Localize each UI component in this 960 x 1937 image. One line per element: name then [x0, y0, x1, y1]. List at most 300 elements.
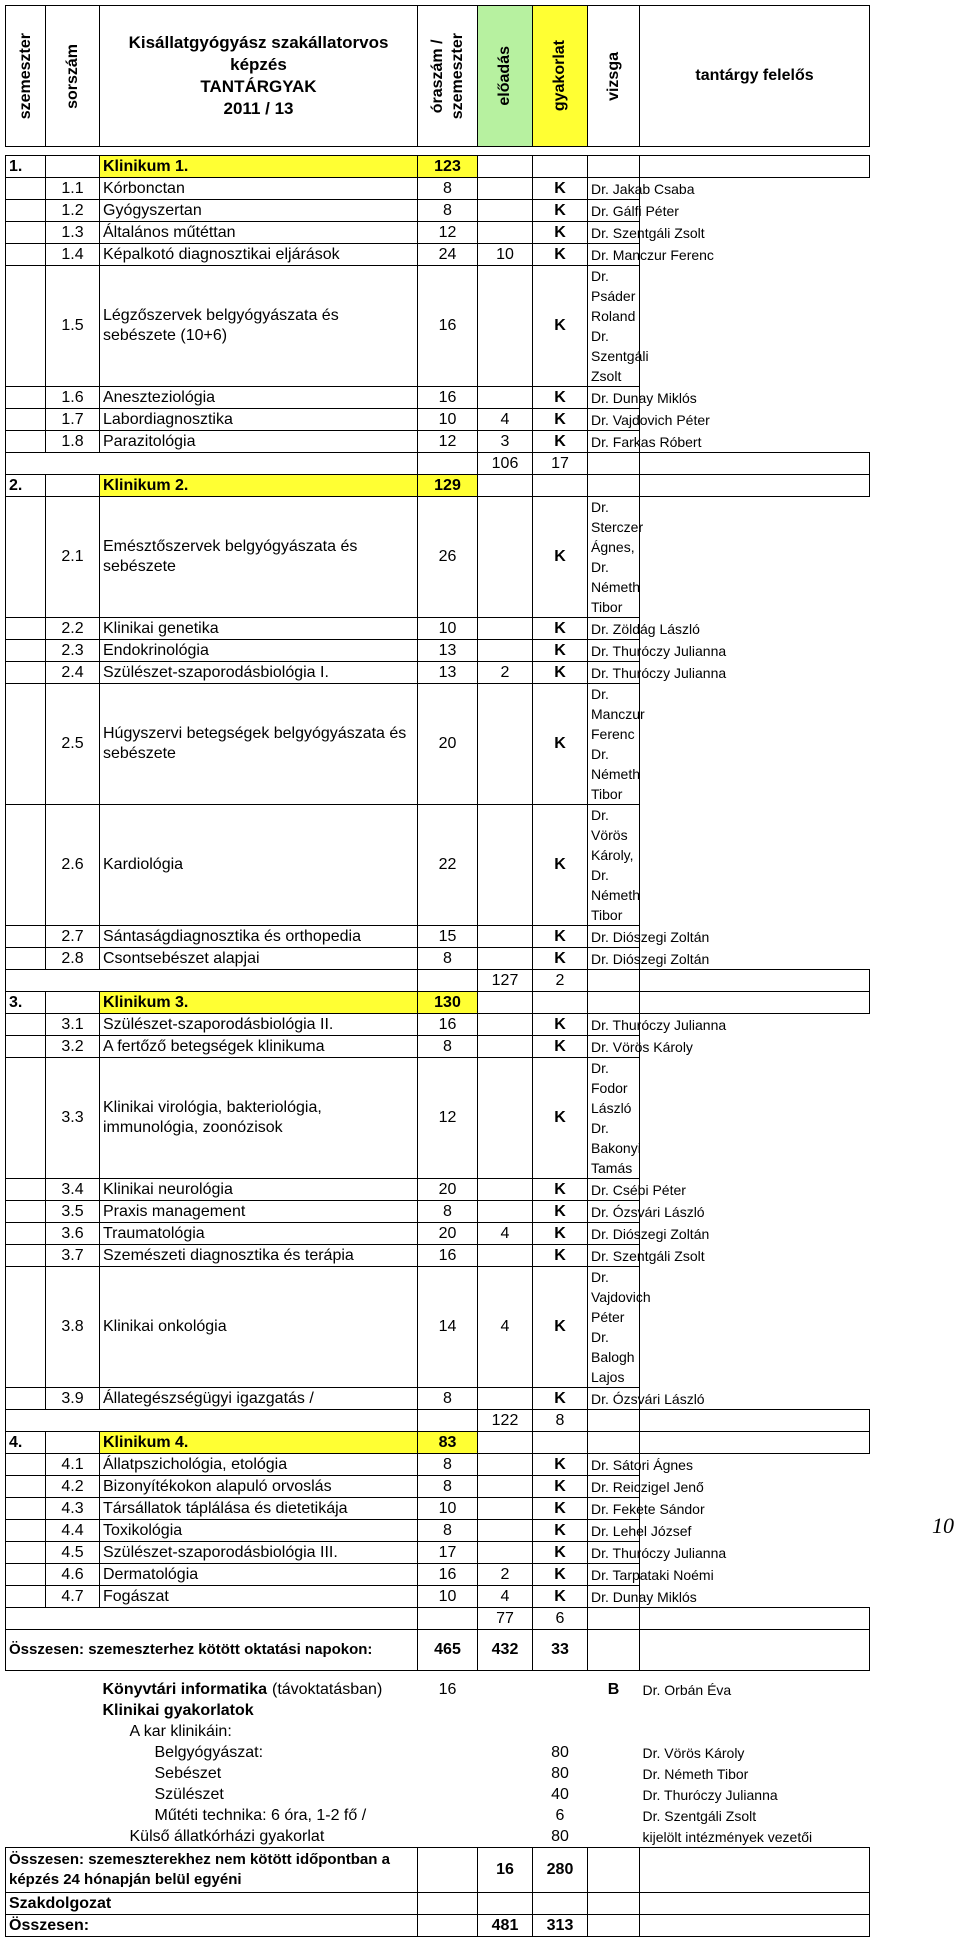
subject-responsible: Dr. Sátori Ágnes: [588, 1454, 640, 1476]
subject-number: 2.4: [46, 662, 100, 684]
subject-number: 1.2: [46, 200, 100, 222]
subject-name: Gyógyszertan: [100, 200, 418, 222]
table-cell: [6, 1058, 46, 1179]
table-cell: [6, 1036, 46, 1058]
subject-number: 4.3: [46, 1498, 100, 1520]
table-cell: [6, 684, 46, 805]
subject-responsible: Dr. Manczur Ferenc Dr. Németh Tibor: [588, 684, 640, 805]
subject-number: 3.7: [46, 1245, 100, 1267]
table-cell: [588, 1763, 640, 1784]
subject-responsible: Dr. Szentgáli Zsolt: [588, 1245, 640, 1267]
subject-name: Bizonyítékokon alapuló orvoslás: [100, 1476, 418, 1498]
subject-number: 2.1: [46, 497, 100, 618]
table-cell: [588, 156, 640, 178]
subject-practice-hours: [478, 1542, 533, 1564]
subject-row: [6, 200, 870, 222]
subject-responsible: Dr. Csébi Péter: [588, 1179, 640, 1201]
table-cell: [46, 1805, 100, 1826]
table-cell: [46, 992, 100, 1014]
table-cell: [6, 1014, 46, 1036]
semester-number: 1.: [6, 156, 46, 178]
subject-lecture-hours: 16: [418, 1245, 478, 1267]
subject-number: 2.2: [46, 618, 100, 640]
table-cell: [418, 1915, 478, 1937]
subject-practice-hours: [478, 387, 533, 409]
table-cell: [6, 1564, 46, 1586]
section-sum-row: [6, 970, 870, 992]
subject-row: [6, 1014, 870, 1036]
subject-practice-hours: [478, 618, 533, 640]
subject-practice-hours: 10: [478, 244, 533, 266]
curriculum-table: [5, 5, 870, 1937]
subject-name: Parazitológia: [100, 431, 418, 453]
table-cell: [588, 992, 640, 1014]
table-cell: [640, 156, 870, 178]
non-semester-total-row: [6, 1848, 870, 1893]
subject-lecture-hours: 16: [418, 387, 478, 409]
subject-lecture-hours: 10: [418, 618, 478, 640]
table-cell: [46, 475, 100, 497]
subject-responsible: Dr. Tarpataki Noémi: [588, 1564, 640, 1586]
subject-exam: K: [533, 178, 588, 200]
table-cell: [418, 1742, 478, 1763]
subject-exam: K: [533, 387, 588, 409]
thesis-row: [6, 1893, 870, 1915]
subject-row: [6, 1245, 870, 1267]
subject-responsible: Dr. Diószegi Zoltán: [588, 926, 640, 948]
subject-practice-hours: 2: [478, 1564, 533, 1586]
table-cell: [418, 1763, 478, 1784]
section-hours: 129: [418, 475, 478, 497]
table-cell: [588, 1432, 640, 1454]
table-cell: [46, 1700, 100, 1721]
table-cell: [6, 244, 46, 266]
clinic-responsible: Dr. Vörös Károly: [642, 1744, 745, 1761]
subject-name: Dermatológia: [100, 1564, 418, 1586]
table-cell: [6, 1245, 46, 1267]
subject-exam: K: [533, 431, 588, 453]
table-cell: [640, 453, 870, 475]
table-cell: [46, 1432, 100, 1454]
section-hours: 83: [418, 1432, 478, 1454]
non-semester-total-practice: 280: [533, 1848, 588, 1893]
subject-lecture-hours: 8: [418, 178, 478, 200]
semester-total-lecture: 432: [478, 1630, 533, 1671]
subject-practice-hours: [478, 926, 533, 948]
subject-exam: K: [533, 244, 588, 266]
subject-exam: K: [533, 948, 588, 970]
table-cell: [418, 970, 478, 992]
grand-total-lecture: 481: [478, 1915, 533, 1937]
subject-row: [6, 1498, 870, 1520]
table-cell: [418, 1721, 870, 1742]
subject-practice-hours: [478, 805, 533, 926]
table-cell: [478, 1893, 533, 1915]
table-cell: [6, 1388, 46, 1410]
table-cell: [6, 1542, 46, 1564]
subject-name: Szülészet-szaporodásbiológia I.: [100, 662, 418, 684]
subject-row: [6, 1223, 870, 1245]
table-cell: [6, 1179, 46, 1201]
subject-row: [6, 1564, 870, 1586]
subject-practice-hours: [478, 222, 533, 244]
subject-lecture-hours: 10: [418, 1498, 478, 1520]
subject-practice-hours: [478, 178, 533, 200]
library-exam: B: [607, 1680, 620, 1698]
library-label-bold: Könyvtári informatika: [102, 1680, 267, 1698]
subject-exam: K: [533, 640, 588, 662]
library-responsible: Dr. Orbán Éva: [642, 1681, 732, 1698]
section-sum-row: [6, 453, 870, 475]
subject-exam: K: [533, 1179, 588, 1201]
subject-name: Klinikai neurológia: [100, 1179, 418, 1201]
subject-number: 1.4: [46, 244, 100, 266]
table-cell: [6, 1223, 46, 1245]
table-cell: [418, 1893, 478, 1915]
subject-name: Kardiológia: [100, 805, 418, 926]
table-cell: [6, 1721, 46, 1742]
table-cell: [6, 387, 46, 409]
header-responsible: tantárgy felelős: [640, 6, 870, 147]
subject-practice-hours: [478, 684, 533, 805]
subject-row: [6, 1058, 870, 1179]
table-cell: [478, 992, 533, 1014]
table-cell: [588, 1826, 640, 1848]
table-cell: [6, 431, 46, 453]
subject-row: [6, 640, 870, 662]
table-cell: [478, 1742, 533, 1763]
subject-row: [6, 1476, 870, 1498]
subject-name: A fertőző betegségek klinikuma: [100, 1036, 418, 1058]
subject-number: 4.1: [46, 1454, 100, 1476]
table-cell: [6, 1608, 418, 1630]
table-cell: [588, 1630, 640, 1671]
subject-lecture-hours: 24: [418, 244, 478, 266]
table-cell: [588, 1915, 640, 1937]
subject-name: Szülészet-szaporodásbiológia II.: [100, 1014, 418, 1036]
subject-number: 1.5: [46, 266, 100, 387]
table-cell: [478, 1784, 533, 1805]
table-cell: [6, 1476, 46, 1498]
clinic-responsible: Dr. Szentgáli Zsolt: [642, 1807, 757, 1824]
library-label-rest: (távoktatásban): [271, 1680, 383, 1698]
table-cell: [640, 1915, 870, 1937]
subject-name: Klinikai onkológia: [100, 1267, 418, 1388]
table-cell: [6, 1679, 46, 1700]
section-title: Klinikum 1.: [100, 156, 418, 178]
header-practice: gyakorlat: [533, 6, 588, 147]
table-cell: [6, 662, 46, 684]
subject-number: 3.2: [46, 1036, 100, 1058]
subject-number: 1.1: [46, 178, 100, 200]
subject-row: [6, 409, 870, 431]
subject-lecture-hours: 13: [418, 662, 478, 684]
subject-lecture-hours: 8: [418, 948, 478, 970]
section-sum-practice: 6: [533, 1608, 588, 1630]
table-cell: [6, 1520, 46, 1542]
table-cell: [6, 178, 46, 200]
header-title: Kisállatgyógyász szakállatorvos képzés TANTÁRGYAK 2011 / 13: [100, 6, 418, 147]
subject-exam: K: [533, 684, 588, 805]
subject-name: Általános műtéttan: [100, 222, 418, 244]
subject-practice-hours: [478, 1245, 533, 1267]
subject-row: [6, 222, 870, 244]
subject-row: [6, 387, 870, 409]
section-sum-practice: 2: [533, 970, 588, 992]
table-cell: [418, 1784, 478, 1805]
semester-number: 4.: [6, 1432, 46, 1454]
table-cell: [6, 948, 46, 970]
clinic-name: Sebészet: [154, 1764, 222, 1782]
subject-number: 3.9: [46, 1388, 100, 1410]
table-cell: [6, 1586, 46, 1608]
table-cell: [640, 992, 870, 1014]
subject-responsible: Dr. Ózsvári László: [588, 1388, 640, 1410]
subject-practice-hours: 3: [478, 431, 533, 453]
subject-practice-hours: [478, 1498, 533, 1520]
table-cell: [418, 1410, 478, 1432]
table-cell: [533, 992, 588, 1014]
table-cell: [588, 1893, 640, 1915]
subject-responsible: Dr. Vajdovich Péter Dr. Balogh Lajos: [588, 1267, 640, 1388]
section-hours: 130: [418, 992, 478, 1014]
table-cell: [418, 1608, 478, 1630]
subject-responsible: Dr. Thuróczy Julianna: [588, 640, 640, 662]
subject-responsible: Dr. Lehel József: [588, 1520, 640, 1542]
subject-responsible: Dr. Thuróczy Julianna: [588, 1542, 640, 1564]
subject-exam: K: [533, 1542, 588, 1564]
subject-row: [6, 178, 870, 200]
section-header-row: [6, 156, 870, 178]
spacer-row: [6, 1671, 870, 1680]
subject-exam: K: [533, 662, 588, 684]
table-cell: [418, 1848, 478, 1893]
table-cell: [588, 1608, 640, 1630]
subject-row: [6, 1036, 870, 1058]
table-cell: [6, 1784, 46, 1805]
subject-name: Állatpszichológia, etológia: [100, 1454, 418, 1476]
table-cell: [46, 1826, 100, 1848]
clinic-row: [6, 1826, 870, 1848]
subject-lecture-hours: 20: [418, 1179, 478, 1201]
subject-lecture-hours: 8: [418, 200, 478, 222]
subject-number: 4.5: [46, 1542, 100, 1564]
subject-row: [6, 684, 870, 805]
subject-row: [6, 266, 870, 387]
clinics-label: A kar klinikáin:: [129, 1722, 232, 1740]
clinic-hours: 80: [551, 1827, 569, 1845]
subject-number: 3.1: [46, 1014, 100, 1036]
table-cell: [6, 640, 46, 662]
grand-total-label: Összesen:: [6, 1915, 418, 1937]
subject-lecture-hours: 20: [418, 684, 478, 805]
clinic-hours: 80: [551, 1743, 569, 1761]
table-cell: [46, 1679, 100, 1700]
table-cell: [418, 1805, 478, 1826]
page-number: 10: [932, 1513, 954, 1538]
table-cell: [46, 1763, 100, 1784]
subject-responsible: Dr. Reiczigel Jenő: [588, 1476, 640, 1498]
section-sum-lecture: 106: [478, 453, 533, 475]
table-cell: [6, 222, 46, 244]
clinic-responsible: Dr. Thuróczy Julianna: [642, 1786, 778, 1803]
subject-practice-hours: [478, 1520, 533, 1542]
grand-total-row: [6, 1915, 870, 1937]
grand-total-practice: 313: [533, 1915, 588, 1937]
subject-lecture-hours: 10: [418, 1586, 478, 1608]
table-cell: [640, 970, 870, 992]
subject-lecture-hours: 13: [418, 640, 478, 662]
section-sum-practice: 8: [533, 1410, 588, 1432]
practice-title-row: [6, 1700, 870, 1721]
subject-exam: K: [533, 926, 588, 948]
subject-row: [6, 1179, 870, 1201]
subject-number: 4.7: [46, 1586, 100, 1608]
clinic-hours: 40: [551, 1785, 569, 1803]
subject-lecture-hours: 20: [418, 1223, 478, 1245]
table-cell: [6, 618, 46, 640]
clinic-responsible: kijelölt intézmények vezetői: [642, 1828, 813, 1845]
table-cell: [46, 1784, 100, 1805]
section-header-row: [6, 1432, 870, 1454]
table-cell: [6, 266, 46, 387]
header-row: [6, 6, 870, 147]
subject-practice-hours: [478, 1476, 533, 1498]
subject-responsible: Dr. Jakab Csaba: [588, 178, 640, 200]
subject-name: Klinikai genetika: [100, 618, 418, 640]
subject-practice-hours: 4: [478, 1267, 533, 1388]
subject-number: 1.6: [46, 387, 100, 409]
subject-name: Kórbonctan: [100, 178, 418, 200]
subject-responsible: Dr. Szentgáli Zsolt: [588, 222, 640, 244]
section-sum-lecture: 77: [478, 1608, 533, 1630]
subject-lecture-hours: 8: [418, 1476, 478, 1498]
subject-responsible: Dr. Fekete Sándor: [588, 1498, 640, 1520]
table-cell: [478, 1805, 533, 1826]
subject-exam: K: [533, 1564, 588, 1586]
subject-name: Aneszteziológia: [100, 387, 418, 409]
subject-responsible: Dr. Thuróczy Julianna: [588, 662, 640, 684]
subject-number: 1.3: [46, 222, 100, 244]
semester-total-label: Összesen: szemeszterhez kötött oktatási napokon:: [6, 1630, 418, 1671]
library-hours: 16: [438, 1680, 457, 1698]
subject-number: 3.5: [46, 1201, 100, 1223]
subject-exam: K: [533, 1245, 588, 1267]
subject-exam: K: [533, 266, 588, 387]
table-cell: [46, 1721, 100, 1742]
section-header-row: [6, 992, 870, 1014]
table-cell: [6, 409, 46, 431]
subject-exam: K: [533, 1454, 588, 1476]
section-sum-row: [6, 1608, 870, 1630]
section-title: Klinikum 2.: [100, 475, 418, 497]
subject-name: Praxis management: [100, 1201, 418, 1223]
semester-number: 2.: [6, 475, 46, 497]
subject-exam: K: [533, 1476, 588, 1498]
clinic-row: [6, 1742, 870, 1763]
curriculum-body: [6, 156, 870, 1937]
table-cell: [6, 1267, 46, 1388]
table-cell: [533, 1679, 588, 1700]
table-cell: [640, 475, 870, 497]
table-cell: [6, 1671, 870, 1680]
table-cell: [46, 1742, 100, 1763]
header-exam: vizsga: [588, 6, 640, 147]
subject-lecture-hours: 12: [418, 1058, 478, 1179]
table-cell: [588, 970, 640, 992]
subject-number: 4.6: [46, 1564, 100, 1586]
clinic-hours: 80: [551, 1764, 569, 1782]
subject-row: [6, 1267, 870, 1388]
subject-number: 1.8: [46, 431, 100, 453]
subject-row: [6, 431, 870, 453]
subject-responsible: Dr. Vörös Károly: [588, 1036, 640, 1058]
subject-name: Húgyszervi betegségek belgyógyászata és sebészete: [100, 684, 418, 805]
subject-row: [6, 1454, 870, 1476]
table-cell: [478, 1679, 533, 1700]
subject-row: [6, 244, 870, 266]
practice-title: Klinikai gyakorlatok: [102, 1701, 254, 1719]
table-cell: [6, 805, 46, 926]
subject-number: 1.7: [46, 409, 100, 431]
subject-responsible: Dr. Diószegi Zoltán: [588, 1223, 640, 1245]
subject-lecture-hours: 16: [418, 1014, 478, 1036]
subject-lecture-hours: 12: [418, 222, 478, 244]
subject-lecture-hours: 10: [418, 409, 478, 431]
subject-lecture-hours: 8: [418, 1520, 478, 1542]
thesis-label: Szakdolgozat: [6, 1893, 418, 1915]
subject-row: [6, 1542, 870, 1564]
subject-responsible: Dr. Ózsvári László: [588, 1201, 640, 1223]
subject-lecture-hours: 17: [418, 1542, 478, 1564]
clinic-row: [6, 1784, 870, 1805]
subject-practice-hours: [478, 1201, 533, 1223]
subject-name: Csontsebészet alapjai: [100, 948, 418, 970]
table-cell: [6, 497, 46, 618]
subject-name: Fogászat: [100, 1586, 418, 1608]
subject-number: 2.3: [46, 640, 100, 662]
subject-name: Képalkotó diagnosztikai eljárások: [100, 244, 418, 266]
table-cell: [6, 1201, 46, 1223]
subject-name: Klinikai virológia, bakteriológia, immunológia, zoonózisok: [100, 1058, 418, 1179]
section-sum-lecture: 122: [478, 1410, 533, 1432]
subject-name: Traumatológia: [100, 1223, 418, 1245]
table-cell: [478, 1432, 533, 1454]
subject-responsible: Dr. Vörös Károly, Dr. Németh Tibor: [588, 805, 640, 926]
subject-row: [6, 662, 870, 684]
table-cell: [6, 1410, 418, 1432]
semester-total-practice: 33: [533, 1630, 588, 1671]
subject-responsible: Dr. Vajdovich Péter: [588, 409, 640, 431]
table-cell: [588, 1784, 640, 1805]
subject-name: Állategészségügyi igazgatás /: [100, 1388, 418, 1410]
table-cell: [6, 1454, 46, 1476]
subject-responsible: Dr. Gálfi Péter: [588, 200, 640, 222]
clinic-name: Külső állatkórházi gyakorlat: [129, 1827, 325, 1845]
table-cell: [418, 453, 478, 475]
subject-practice-hours: 4: [478, 409, 533, 431]
subject-exam: K: [533, 1058, 588, 1179]
subject-practice-hours: [478, 1388, 533, 1410]
clinic-name: Műtéti technika: 6 óra, 1-2 fő /: [154, 1806, 367, 1824]
subject-number: 2.6: [46, 805, 100, 926]
section-title: Klinikum 3.: [100, 992, 418, 1014]
subject-number: 4.4: [46, 1520, 100, 1542]
library-row: [6, 1679, 870, 1700]
subject-exam: K: [533, 200, 588, 222]
section-sum-lecture: 127: [478, 970, 533, 992]
subject-exam: K: [533, 1014, 588, 1036]
